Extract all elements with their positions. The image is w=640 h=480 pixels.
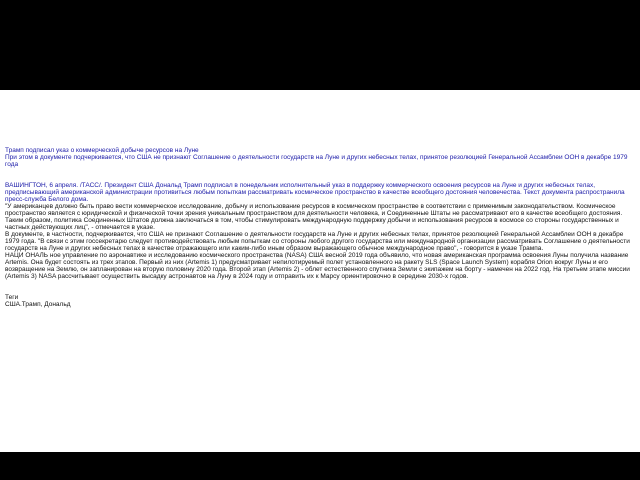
article-paragraph: В документе, в частности, подчеркивается, что США не признают Соглашение о деятельности государств на Луне и других небесных телах, принятое резолюцией Генеральной Ассамблеи ООН в декабре 1979 года. "В связи с этим госсекретарю следует противодействовать любым попыткам со стороны любого другого государства или международной организации рассматривать Соглашение о деятельности государств на Луне и других небесных телах в качестве отражающего или каким-либо иным образом выражающего обычное международное право", - говорится в указе Трампа. [5, 231, 630, 252]
article-paragraph: НАЦИ ОНАЛЬ ное управление по аэронавтике и исследованию космического пространства (NASA) США весной 2019 года объявило, что новая американская программа освоения Луны получила название Artemis. Она будет состоять из трех этапов. Первый из них (Artemis 1) предусматривает непилотируемый полет установленного на ракету SLS (Space Launch System) корабля Orion вокруг Луны и его возвращение на Землю, он запланирован на вторую половину 2020 года. Второй этап (Artemis 2) - облет естественного спутника Земли с экипажем на борту - намечен на 2022 год. На третьем этапе миссии (Artemis 3) NASA рассчитывает осуществить высадку астронавтов на Луну в 2024 году и отправить их к Марсу ориентировочно в середине 2030-х годов. [5, 252, 630, 280]
article-intro: ВАШИНГТОН, 6 апреля. /ТАСС/. Президент США Дональд Трамп подписал в понедельник исполнительный указ в поддержку коммерческого освоения ресурсов на Луне и других небесных телах, предписывающий американской администрации противиться любым попыткам рассматривать космическое пространство в качестве всеобщего достояния человечества. Текст документа распространила пресс-служба Белого дома. [5, 182, 625, 203]
tags-label: Теги [5, 294, 19, 301]
article-paragraph: "У американцев должно быть право вести коммерческое исследование, добычу и использование ресурсов в космическом пространстве в соответствии с применимым законодательством. Космическое пространство является с юридической и физической точки зрения уникальным пространством для деятельности человека, и Соединенные Штаты не рассматривают его в качестве всеобщего достояния. Таким образом, политика Соединенных Штатов должна заключаться в том, чтобы стимулировать международную поддержку добычи и использования ресурсов в космосе со стороны государственных и частных действующих лиц", - отмечается в указе. [5, 203, 623, 231]
page-background [0, 90, 640, 452]
article-headline: Трамп подписал указ о коммерческой добыче ресурсов на Луне [5, 147, 199, 154]
article [5, 147, 635, 308]
tags-list[interactable]: США.Трамп, Дональд [5, 301, 71, 308]
article-lead: При этом в документе подчеркивается, что США не признают Соглашение о деятельности государств на Луне и других небесных телах, принятое резолюцией Генеральной Ассамблеи ООН в декабре 1979 года [5, 154, 628, 168]
